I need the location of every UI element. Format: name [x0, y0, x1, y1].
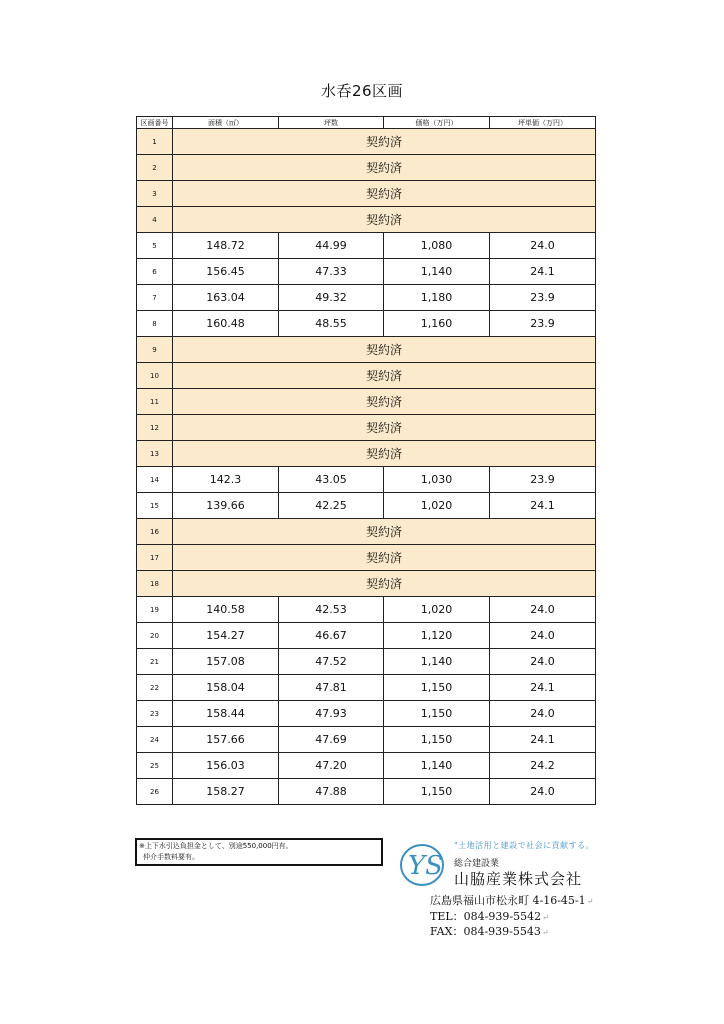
- unit-price-cell: 23.9: [490, 467, 596, 493]
- note-box: [135, 838, 383, 866]
- company-address: [430, 892, 593, 908]
- tsubo-cell: 43.05: [279, 467, 384, 493]
- return-mark-icon: ↵: [541, 928, 549, 937]
- price-cell: 1,030: [384, 467, 490, 493]
- status-cell: 契約済: [173, 441, 596, 467]
- status-cell: 契約済: [173, 181, 596, 207]
- company-slogan: "土地活用と建設で社会に貢献する。: [454, 841, 595, 850]
- lot-number-cell: 13: [137, 441, 173, 467]
- lot-number-cell: 16: [137, 519, 173, 545]
- status-cell: 契約済: [173, 389, 596, 415]
- status-cell: 契約済: [173, 363, 596, 389]
- price-cell: 1,120: [384, 623, 490, 649]
- table-row: [137, 701, 596, 727]
- table-row-sold: [137, 181, 596, 207]
- table-row: [137, 233, 596, 259]
- tsubo-cell: 49.32: [279, 285, 384, 311]
- header-unit-price: 坪単価（万円）: [490, 117, 596, 129]
- unit-price-cell: 24.0: [490, 233, 596, 259]
- table-row: [137, 623, 596, 649]
- table-row: [137, 259, 596, 285]
- lot-number-cell: 23: [137, 701, 173, 727]
- table-row-sold: [137, 337, 596, 363]
- table-row-sold: [137, 519, 596, 545]
- area-cell: 140.58: [173, 597, 279, 623]
- tsubo-cell: 47.93: [279, 701, 384, 727]
- price-cell: 1,180: [384, 285, 490, 311]
- lot-number-cell: 2: [137, 155, 173, 181]
- area-cell: 163.04: [173, 285, 279, 311]
- unit-price-cell: 23.9: [490, 311, 596, 337]
- table-row: [137, 675, 596, 701]
- table-row-sold: [137, 571, 596, 597]
- lot-number-cell: 6: [137, 259, 173, 285]
- unit-price-cell: 24.1: [490, 675, 596, 701]
- area-cell: 156.45: [173, 259, 279, 285]
- price-cell: 1,140: [384, 649, 490, 675]
- page-title: 水呑26区画: [320, 82, 404, 100]
- tsubo-cell: 42.53: [279, 597, 384, 623]
- price-cell: 1,020: [384, 597, 490, 623]
- price-cell: 1,160: [384, 311, 490, 337]
- company-address-text: 広島県福山市松永町 4-16-45-1: [430, 894, 586, 907]
- company-block: [398, 836, 618, 946]
- tsubo-cell: 47.69: [279, 727, 384, 753]
- status-cell: 契約済: [173, 519, 596, 545]
- return-mark-icon: ↵: [586, 897, 594, 906]
- lot-number-cell: 22: [137, 675, 173, 701]
- unit-price-cell: 24.0: [490, 779, 596, 805]
- table-row-sold: [137, 415, 596, 441]
- tsubo-cell: 44.99: [279, 233, 384, 259]
- unit-price-cell: 24.2: [490, 753, 596, 779]
- lots-table-body: [137, 129, 596, 805]
- lot-number-cell: 26: [137, 779, 173, 805]
- header-lot-number: 区画番号: [137, 117, 173, 129]
- table-row: [137, 311, 596, 337]
- tsubo-cell: 47.88: [279, 779, 384, 805]
- area-cell: 148.72: [173, 233, 279, 259]
- status-cell: 契約済: [173, 337, 596, 363]
- lot-number-cell: 21: [137, 649, 173, 675]
- table-row-sold: [137, 545, 596, 571]
- table-row: [137, 779, 596, 805]
- area-cell: 158.27: [173, 779, 279, 805]
- price-cell: 1,140: [384, 753, 490, 779]
- unit-price-cell: 24.0: [490, 623, 596, 649]
- status-cell: 契約済: [173, 571, 596, 597]
- lots-table: [136, 116, 596, 805]
- tsubo-cell: 46.67: [279, 623, 384, 649]
- table-row: [137, 727, 596, 753]
- company-tel-text: TEL：084-939-5542: [430, 910, 542, 923]
- table-row-sold: [137, 129, 596, 155]
- price-cell: 1,150: [384, 701, 490, 727]
- table-row: [137, 493, 596, 519]
- tsubo-cell: 47.33: [279, 259, 384, 285]
- price-cell: 1,150: [384, 779, 490, 805]
- table-row-sold: [137, 363, 596, 389]
- lot-number-cell: 15: [137, 493, 173, 519]
- table-row-sold: [137, 207, 596, 233]
- note-line-1: ※上下水引込負担金として、別途550,000円有。: [139, 842, 293, 850]
- area-cell: 156.03: [173, 753, 279, 779]
- company-tel: [430, 908, 549, 924]
- unit-price-cell: 24.0: [490, 701, 596, 727]
- table-row: [137, 753, 596, 779]
- lot-number-cell: 18: [137, 571, 173, 597]
- table-row: [137, 649, 596, 675]
- note-line-2: 仲介手数料要有。: [143, 853, 199, 861]
- table-row-sold: [137, 441, 596, 467]
- unit-price-cell: 24.1: [490, 727, 596, 753]
- return-mark-icon: ↵: [542, 913, 549, 922]
- status-cell: 契約済: [173, 155, 596, 181]
- status-cell: 契約済: [173, 207, 596, 233]
- price-cell: 1,140: [384, 259, 490, 285]
- price-cell: 1,150: [384, 675, 490, 701]
- table-row: [137, 597, 596, 623]
- table-row-sold: [137, 389, 596, 415]
- lot-number-cell: 20: [137, 623, 173, 649]
- area-cell: 157.08: [173, 649, 279, 675]
- header-price: 価格（万円）: [384, 117, 490, 129]
- company-fax: [430, 923, 549, 939]
- tsubo-cell: 47.52: [279, 649, 384, 675]
- tsubo-cell: 48.55: [279, 311, 384, 337]
- price-cell: 1,020: [384, 493, 490, 519]
- lot-number-cell: 4: [137, 207, 173, 233]
- company-name: 山脇産業株式会社: [454, 870, 583, 888]
- area-cell: 157.66: [173, 727, 279, 753]
- area-cell: 158.44: [173, 701, 279, 727]
- lot-number-cell: 3: [137, 181, 173, 207]
- unit-price-cell: 24.1: [490, 259, 596, 285]
- area-cell: 142.3: [173, 467, 279, 493]
- table-row: [137, 467, 596, 493]
- company-fax-text: FAX：084-939-5543: [430, 925, 541, 938]
- unit-price-cell: 24.0: [490, 597, 596, 623]
- area-cell: 160.48: [173, 311, 279, 337]
- area-cell: 139.66: [173, 493, 279, 519]
- lot-number-cell: 25: [137, 753, 173, 779]
- lot-number-cell: 9: [137, 337, 173, 363]
- lot-number-cell: 24: [137, 727, 173, 753]
- table-header-row: [137, 117, 596, 129]
- lot-number-cell: 14: [137, 467, 173, 493]
- area-cell: 154.27: [173, 623, 279, 649]
- lot-number-cell: 19: [137, 597, 173, 623]
- price-cell: 1,150: [384, 727, 490, 753]
- lot-number-cell: 11: [137, 389, 173, 415]
- unit-price-cell: 24.0: [490, 649, 596, 675]
- table-row: [137, 285, 596, 311]
- lot-number-cell: 10: [137, 363, 173, 389]
- header-area: 面積（㎡）: [173, 117, 279, 129]
- tsubo-cell: 47.81: [279, 675, 384, 701]
- company-logo-icon: [398, 842, 450, 888]
- tsubo-cell: 47.20: [279, 753, 384, 779]
- status-cell: 契約済: [173, 545, 596, 571]
- lot-number-cell: 17: [137, 545, 173, 571]
- lot-number-cell: 7: [137, 285, 173, 311]
- unit-price-cell: 23.9: [490, 285, 596, 311]
- company-business: 総合建設業: [454, 859, 500, 869]
- lot-number-cell: 1: [137, 129, 173, 155]
- lot-number-cell: 12: [137, 415, 173, 441]
- lot-number-cell: 5: [137, 233, 173, 259]
- table-row-sold: [137, 155, 596, 181]
- unit-price-cell: 24.1: [490, 493, 596, 519]
- status-cell: 契約済: [173, 129, 596, 155]
- area-cell: 158.04: [173, 675, 279, 701]
- tsubo-cell: 42.25: [279, 493, 384, 519]
- status-cell: 契約済: [173, 415, 596, 441]
- header-tsubo: 坪数: [279, 117, 384, 129]
- logo-text: YS: [408, 851, 443, 881]
- lot-number-cell: 8: [137, 311, 173, 337]
- price-cell: 1,080: [384, 233, 490, 259]
